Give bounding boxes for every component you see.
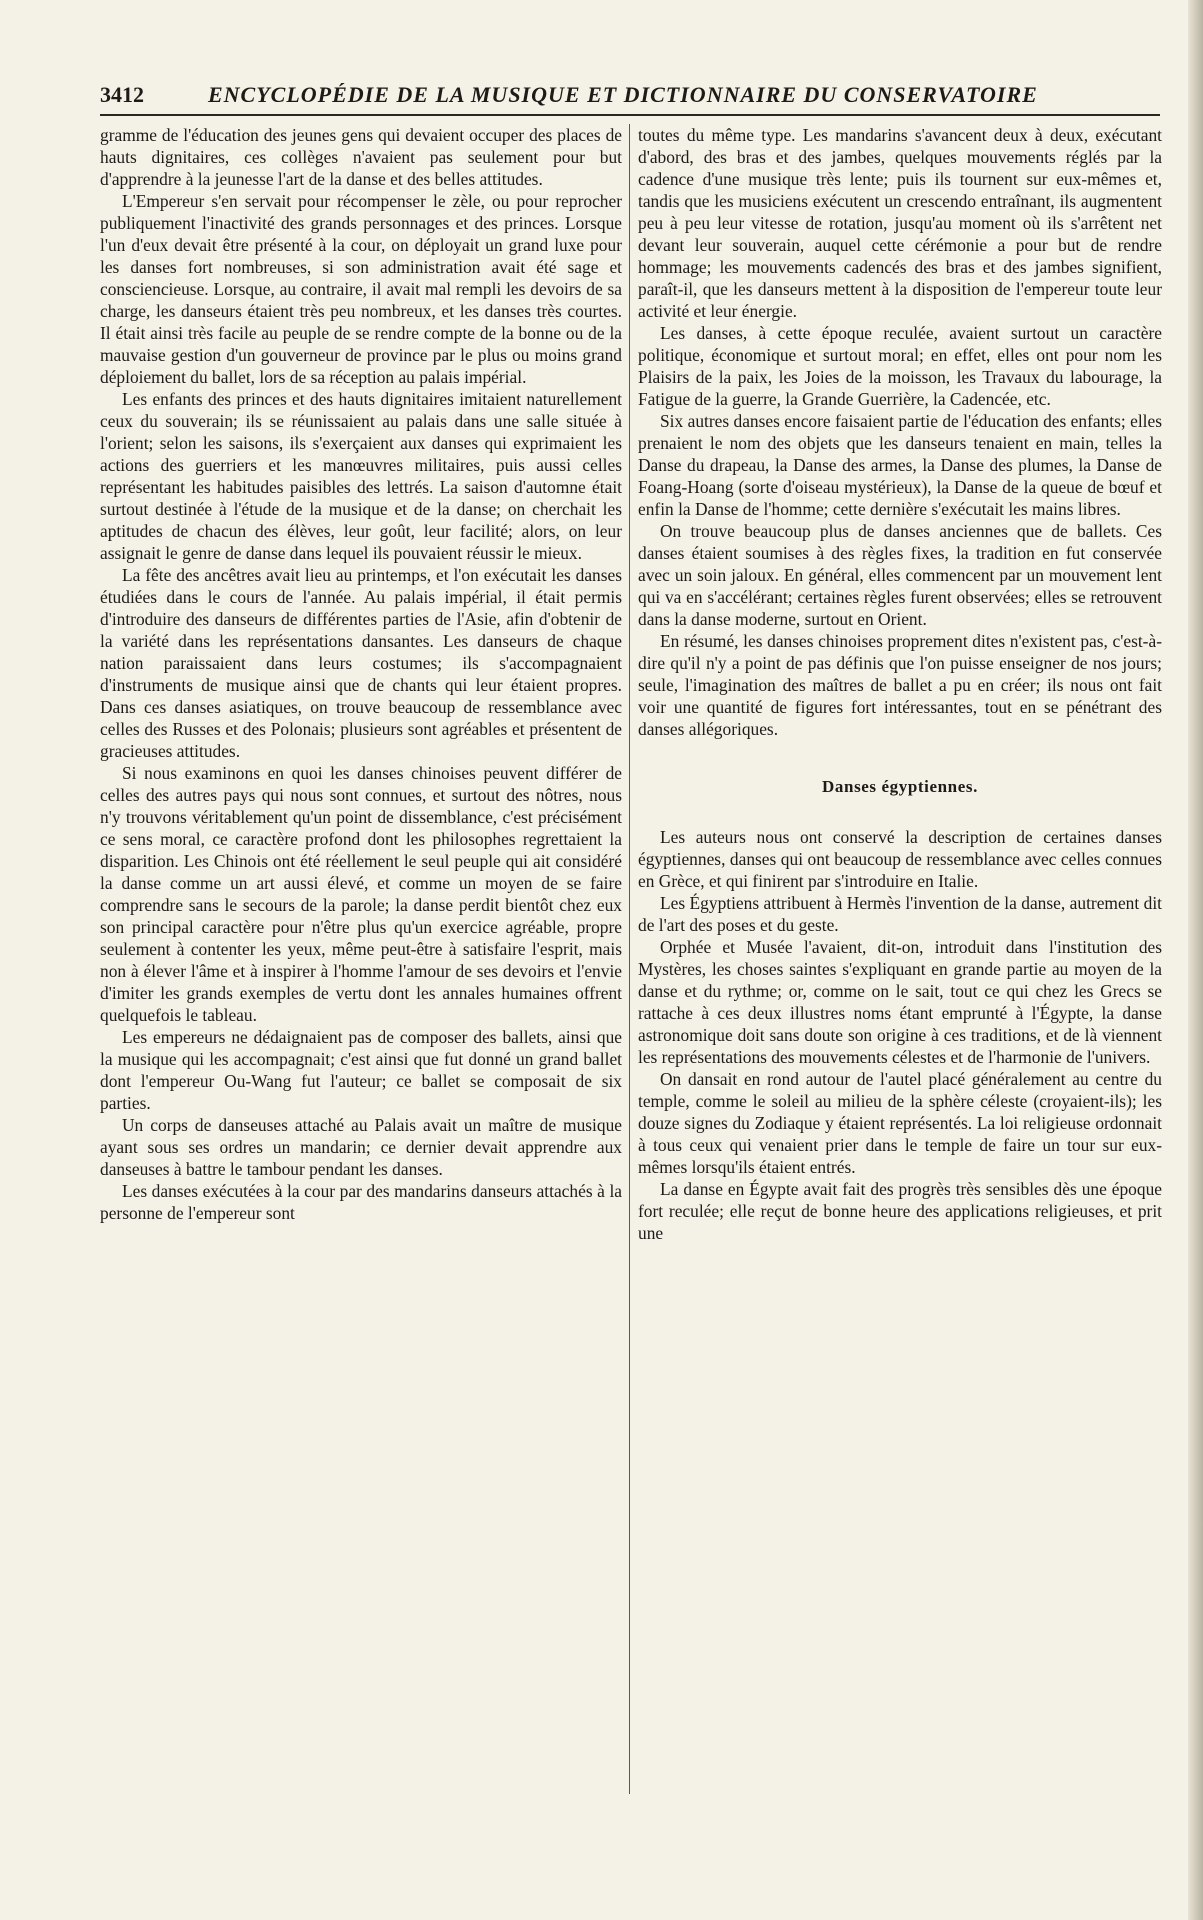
paragraph: Les auteurs nous ont conservé la description de certaines danses égyptiennes, danses qui ont beaucoup de ressemblance avec celles connues en Grèce, et qui finirent par s'introduire en Italie. [638, 827, 1162, 891]
section-heading: Danses égyptiennes. [822, 777, 978, 796]
paragraph: Un corps de danseuses attaché au Palais avait un maître de musique ayant sous ses ordres un mandarin; ce dernier devait apprendre aux danseuses à battre le tambour pendant les danses. [100, 1115, 622, 1179]
running-title: ENCYCLOPÉDIE DE LA MUSIQUE ET DICTIONNAIRE DU CONSERVATOIRE [208, 82, 1038, 107]
running-header [100, 80, 1160, 116]
paragraph: gramme de l'éducation des jeunes gens qui devaient occuper des places de hauts dignitaires, ces collèges n'avaient pas seulement pour but d'apprendre à la jeunesse l'art de la danse et des belles attitudes. [100, 125, 622, 189]
paragraph: toutes du même type. Les mandarins s'avancent deux à deux, exécutant d'abord, des bras et des jambes, quelques mouvements réglés par la cadence d'une musique très lente; puis ils tournent sur eux-mêmes et, tandis que les musiciens exécutent un crescendo entraînant, ils augmentent peu à peu leur vitesse de rotation, jusqu'au moment où ils s'arrêtent net devant leur souverain, auquel cette cérémonie a pour but de rendre hommage; les mouvements cadencés des bras et des jambes signifient, paraît-il, que les danseurs mettent à la disposition de l'empereur toute leur activité et leur énergie. [638, 125, 1162, 321]
column-divider [629, 124, 630, 1794]
paragraph: Si nous examinons en quoi les danses chinoises peuvent différer de celles des autres pays qui nous sont connues, et surtout des nôtres, nous n'y trouvons véritablement qu'un point de dissemblance, c'est précisément ce sens moral, ce caractère profond dont les philosophes regrettaient la disparition. Les Chinois ont été réellement le seul peuple qui ait considéré la danse comme un art aussi élevé, et comme un moyen de se faire comprendre sans le secours de la parole; la danse perdit bientôt chez eux son principal caractère pour n'être plus qu'un exercice agréable, propre seulement à contenter les yeux, même peut-être à satisfaire l'esprit, mais non à élever l'âme et à inspirer à l'homme l'amour de ses devoirs et l'envie d'imiter les grands exemples de vertu dont les annales humaines offrent quelquefois le tableau. [100, 763, 622, 1025]
paragraph: Six autres danses encore faisaient partie de l'éducation des enfants; elles prenaient le nom des objets que les danseurs tenaient en main, telles la Danse du drapeau, la Danse des armes, la Danse des plumes, la Danse de Foang-Hoang (sorte d'oiseau mystérieux), la Danse de la queue de bœuf et enfin la Danse de l'homme; cette dernière s'exécutait les mains libres. [638, 411, 1162, 519]
paragraph: On trouve beaucoup plus de danses anciennes que de ballets. Ces danses étaient soumises à des règles fixes, la tradition en fut conservée avec un soin jaloux. En général, elles commencent par un mouvement lent qui va en s'accélérant; certaines règles furent observées; elles se retrouvent dans la danse moderne, surtout en Orient. [638, 521, 1162, 629]
paragraph: Les danses, à cette époque reculée, avaient surtout un caractère politique, économique et surtout moral; en effet, elles ont pour nom les Plaisirs de la paix, les Joies de la moisson, les Travaux du labourage, la Fatigue de la guerre, la Grande Guerrière, la Cadencée, etc. [638, 323, 1162, 409]
paragraph: Les empereurs ne dédaignaient pas de composer des ballets, ainsi que la musique qui les accompagnait; c'est ainsi que fut donné un grand ballet dont l'empereur Ou-Wang fut l'auteur; ce ballet se composait de six parties. [100, 1027, 622, 1113]
right-column [638, 124, 1162, 1244]
paragraph: L'Empereur s'en servait pour récompenser le zèle, ou pour reprocher publiquement l'inactivité des grands personnages et des princes. Lorsque l'un d'eux devait être présenté à la cour, on déployait un grand luxe pour les danses fort nombreuses, si son administration avait été sage et consciencieuse. Lorsque, au contraire, il avait mal rempli les devoirs de sa charge, les danseurs étaient très peu nombreux, et les danses très courtes. Il était ainsi très facile au peuple de se rendre compte de la bonne ou de la mauvaise gestion d'un gouverneur de province par le plus ou moins grand déploiement du ballet, lors de sa réception au palais impérial. [100, 191, 622, 387]
paragraph: Orphée et Musée l'avaient, dit-on, introduit dans l'institution des Mystères, les choses saintes s'expliquant en grande partie au moyen de la danse et du rythme; or, comme on le sait, tout ce qui chez les Grecs se rattache à ces deux illustres noms étant emprunté à l'Égypte, la danse astronomique doit sans doute son origine à ces traditions, et de là viennent les représentations des mouvements célestes et de l'harmonie de l'univers. [638, 937, 1162, 1067]
paragraph: La danse en Égypte avait fait des progrès très sensibles dès une époque fort reculée; elle reçut de bonne heure des applications religieuses, et prit une [638, 1179, 1162, 1243]
page-number: 3412 [100, 82, 144, 107]
paragraph: Les enfants des princes et des hauts dignitaires imitaient naturellement ceux du souverain; ils se réunissaient au palais dans une salle située à l'orient; selon les saisons, ils s'exerçaient aux danses qui exprimaient les actions des guerriers et les manœuvres militaires, puis aussi celles représentant les habitudes paisibles des lettrés. La saison d'automne était surtout destinée à l'étude de la musique et de la danse; on cherchait les aptitudes de chacun des élèves, leur goût, leur facilité; alors, on leur assignait le genre de danse dans lequel ils pouvaient réussir le mieux. [100, 389, 622, 563]
paragraph: En résumé, les danses chinoises proprement dites n'existent pas, c'est-à-dire qu'il n'y a point de pas définis que l'on puisse enseigner de nos jours; seule, l'imagination des maîtres de ballet a pu en créer; ils nous ont fait voir une quantité de figures fort intéressantes, tout en se pénétrant des danses allégoriques. [638, 631, 1162, 739]
paragraph: Les danses exécutées à la cour par des mandarins danseurs attachés à la personne de l'empereur sont [100, 1181, 622, 1223]
paragraph: On dansait en rond autour de l'autel placé généralement au centre du temple, comme le soleil au milieu de la sphère céleste (croyaient-ils); les douze signes du Zodiaque y étaient représentés. La loi religieuse ordonnait à tous ceux qui venaient prier dans le temple de faire un tour sur eux-mêmes lorsqu'ils étaient entrés. [638, 1069, 1162, 1177]
paragraph: La fête des ancêtres avait lieu au printemps, et l'on exécutait les danses étudiées dans le cours de l'année. Au palais impérial, il était permis d'introduire des danseurs de différentes parties de l'Asie, afin d'obtenir de la variété dans les représentations dansantes. Les danseurs de chaque nation paraissaient dans leurs costumes; ils s'accompagnaient d'instruments de musique ainsi que de chants qui leur étaient propres. Dans ces danses asiatiques, on trouve beaucoup de ressemblance avec celles des Russes et des Polonais; plusieurs sont agréables et présentent de gracieuses attitudes. [100, 565, 622, 761]
paragraph: Les Égyptiens attribuent à Hermès l'invention de la danse, autrement dit de l'art des poses et du geste. [638, 893, 1162, 935]
left-column [100, 124, 622, 1224]
page-edge-shadow [1188, 0, 1203, 1920]
